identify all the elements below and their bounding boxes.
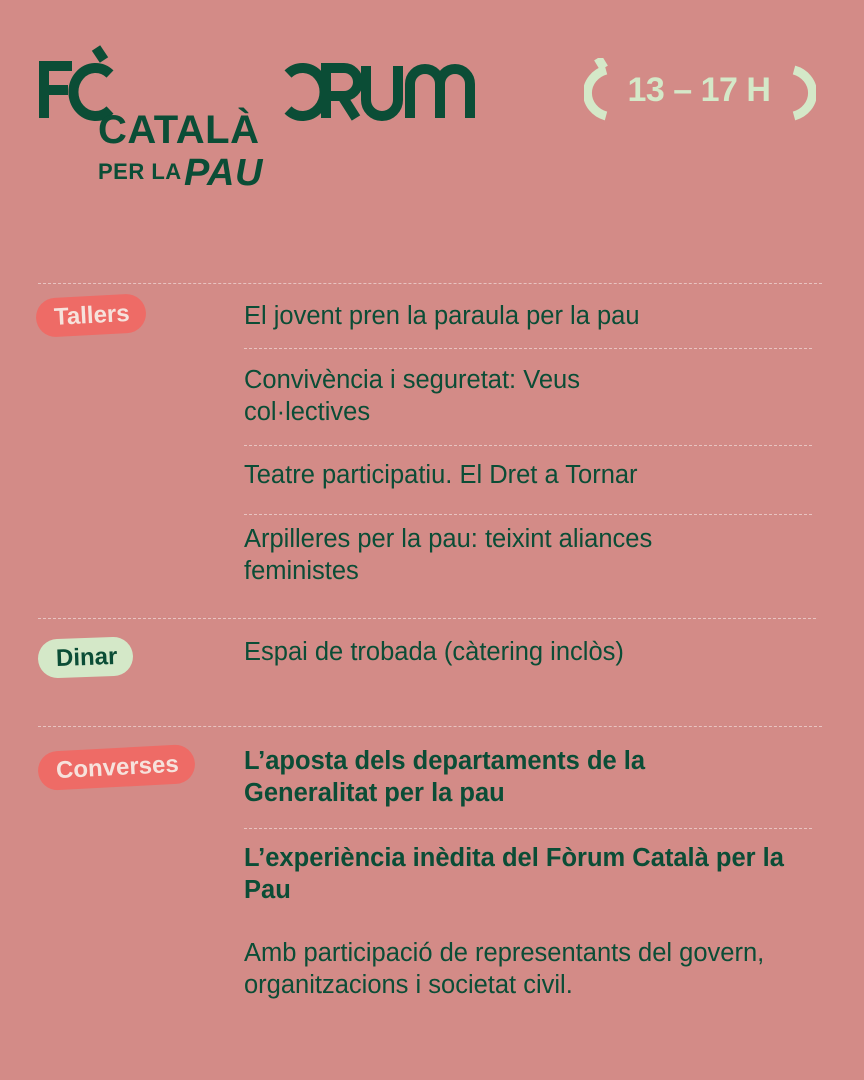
dinar-item: Espai de trobada (càtering inclòs) xyxy=(244,638,624,666)
taller-item: Teatre participatiu. El Dret a Tornar xyxy=(244,461,638,489)
converses-tag: Converses xyxy=(37,744,196,791)
divider xyxy=(244,514,812,515)
taller-item: El jovent pren la paraula per la pau xyxy=(244,302,640,330)
divider xyxy=(244,445,812,446)
taller-item: Arpilleres per la pau: teixint aliances feministes xyxy=(244,525,653,585)
logo-pau: PAU xyxy=(184,152,263,194)
converses-item: L’aposta dels departaments de la Generalitat per la pau xyxy=(244,747,646,807)
forum-logo xyxy=(38,44,498,204)
dinar-tag: Dinar xyxy=(37,636,134,678)
divider xyxy=(38,283,822,284)
logo-catala: CATALÀ xyxy=(98,108,260,152)
converses-item: L’experiència inèdita del Fòrum Català per la Pau xyxy=(244,844,784,904)
time-badge xyxy=(584,58,816,122)
converses-note: Amb participació de representants del govern, organitzacions i societat civil. xyxy=(244,939,765,999)
taller-item: Convivència i seguretat: Veus col·lectives xyxy=(244,366,580,426)
logo-per-la: PER LA xyxy=(98,159,182,184)
tallers-tag: Tallers xyxy=(35,293,147,338)
divider xyxy=(244,828,812,829)
divider xyxy=(244,348,812,349)
time-label: 13 – 17 H xyxy=(627,71,771,109)
divider xyxy=(38,726,822,727)
divider xyxy=(38,618,816,619)
